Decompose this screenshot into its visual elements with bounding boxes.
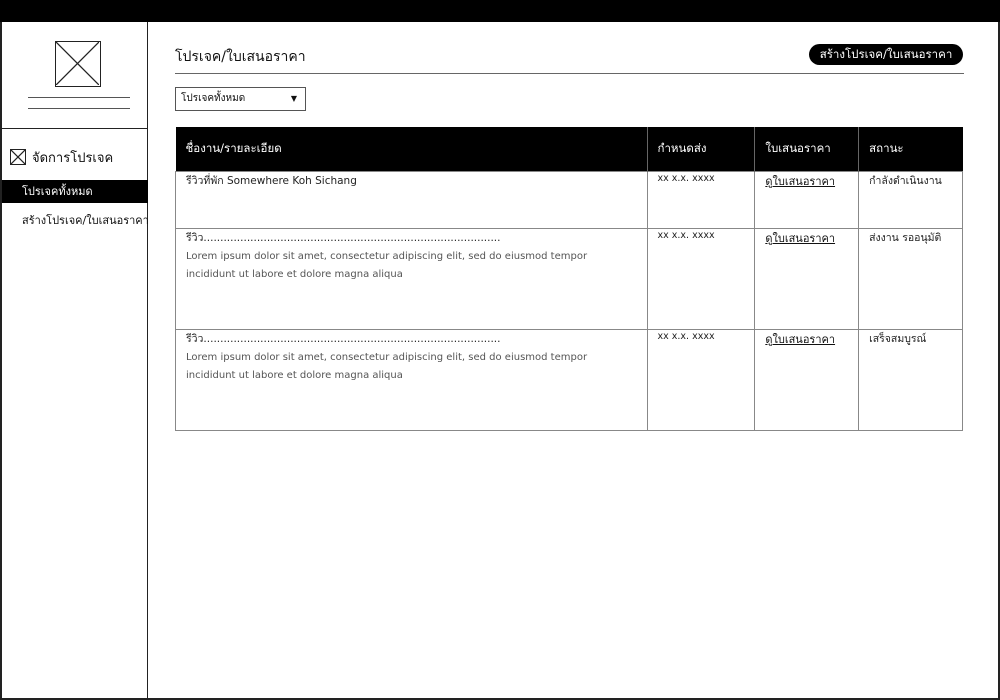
cell-quote	[755, 228, 859, 329]
cell-due	[647, 329, 755, 430]
cell-due	[647, 171, 755, 228]
cell-due	[647, 228, 755, 329]
table-row[interactable]	[176, 228, 963, 329]
title-divider	[175, 73, 964, 74]
column-header-quote[interactable]: ใบเสนอราคา	[755, 127, 859, 171]
logo-text-line	[28, 97, 130, 98]
cell-quote	[755, 329, 859, 430]
cell-name	[176, 228, 648, 329]
column-header-name[interactable]: ชื่องาน/รายละเอียด	[176, 127, 648, 171]
cell-name	[176, 329, 648, 430]
filter-selected-value: โปรเจคทั้งหมด	[181, 93, 246, 104]
cell-status	[859, 171, 963, 228]
status-text: ส่งงาน รออนุมัติ	[869, 231, 942, 244]
create-project-button[interactable]: สร้างโปรเจค/ใบเสนอราคา	[809, 44, 963, 65]
column-header-status[interactable]: สถานะ	[859, 127, 963, 171]
cell-name	[176, 171, 648, 228]
project-description: Lorem ipsum dolor sit amet, consectetur adipiscing elit, sed do eiusmod tempor incididunt ut labore et dolore magna aliqua	[186, 351, 588, 381]
status-text: เสร็จสมบูรณ์	[869, 332, 927, 345]
status-text: กำลังดำเนินงาน	[869, 174, 942, 187]
due-date: xx x.x. xxxx	[657, 229, 715, 241]
cell-quote	[755, 171, 859, 228]
logo-placeholder-icon	[55, 41, 101, 87]
due-date: xx x.x. xxxx	[657, 330, 715, 342]
cell-status	[859, 228, 963, 329]
view-quote-link[interactable]: ดูใบเสนอราคา	[765, 332, 836, 346]
project-title: รีวิว.........................................................................................	[186, 332, 501, 345]
table-header-row	[176, 127, 963, 171]
project-filter-select[interactable]	[175, 87, 306, 111]
caret-down-icon: ▼	[290, 94, 297, 103]
sidebar-item-all-projects[interactable]	[2, 180, 148, 203]
column-header-due[interactable]: กำหนดส่ง	[647, 127, 755, 171]
view-quote-link[interactable]: ดูใบเสนอราคา	[765, 174, 836, 188]
checkbox-icon	[10, 149, 26, 165]
sidebar-item-label: โปรเจคทั้งหมด	[22, 185, 93, 198]
table-row[interactable]	[176, 329, 963, 430]
project-description: Lorem ipsum dolor sit amet, consectetur adipiscing elit, sed do eiusmod tempor incididunt ut labore et dolore magna aliqua	[186, 250, 588, 280]
sidebar-item-create-project[interactable]	[2, 209, 148, 232]
due-date: xx x.x. xxxx	[657, 172, 715, 184]
sidebar-item-label: สร้างโปรเจค/ใบเสนอราคา	[22, 214, 149, 227]
sidebar	[0, 22, 148, 700]
menu-heading-label: จัดการโปรเจค	[32, 150, 114, 166]
menu-heading[interactable]	[10, 147, 113, 167]
top-bar	[0, 0, 1000, 22]
logo-text-line	[28, 108, 130, 109]
projects-table	[175, 127, 963, 431]
sidebar-divider	[2, 128, 148, 129]
view-quote-link[interactable]: ดูใบเสนอราคา	[765, 231, 836, 245]
cell-status	[859, 329, 963, 430]
project-title: รีวิวที่พัก Somewhere Koh Sichang	[186, 174, 357, 187]
table-row[interactable]	[176, 171, 963, 228]
project-title: รีวิว.........................................................................................	[186, 231, 501, 244]
page-title: โปรเจค/ใบเสนอราคา	[175, 49, 306, 65]
